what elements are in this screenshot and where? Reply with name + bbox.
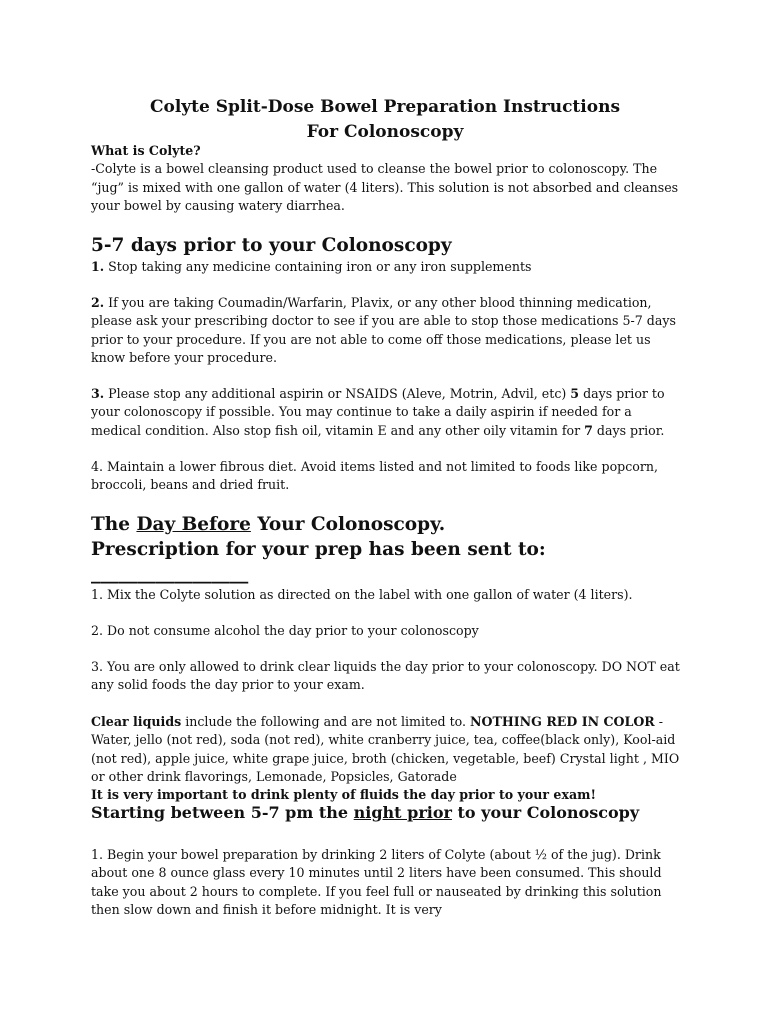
section2-item-1: 1. Mix the Colyte solution as directed on the label with one gallon of water (4 liters). xyxy=(91,587,633,602)
night-prior-heading: Starting between 5-7 pm the night prior to your Colonoscopy xyxy=(91,803,640,822)
what-is-body: -Colyte is a bowel cleansing product used to cleanse the bowel prior to colonoscopy. The “jug” is mixed with one gallon of water (4 liters). This solution is not absorbed and cleanses your bowel by causing watery diarrhea. xyxy=(91,161,679,213)
section1-item-1: 1. Stop taking any medicine containing iron or any iron supplements xyxy=(91,259,532,274)
section2-item-2: 2. Do not consume alcohol the day prior to your colonoscopy xyxy=(91,623,479,638)
title-line-1: Colyte Split-Dose Bowel Preparation Instructions xyxy=(149,97,621,117)
title-line-2: For Colonoscopy xyxy=(306,122,464,142)
important-fluids-note: It is very important to drink plenty of fluids the day prior to your exam! xyxy=(91,787,596,803)
section2-item-3: 3. You are only allowed to drink clear liquids the day prior to your colonoscopy. DO NOT eat any solid foods the day prior to your exam. xyxy=(91,659,680,693)
prescription-line: Prescription for your prep has been sent to: _________________ xyxy=(91,539,546,584)
what-is-heading: What is Colyte? xyxy=(91,143,201,158)
section1-item-3: 3. Please stop any additional aspirin or NSAIDS (Aleve, Motrin, Advil, etc) 5 days prior to your colonoscopy if possible. You may continue to take a daily aspirin if needed for a medical condition. Also stop fish oil, vitamin E and any other oily vitamin for 7 days prior. xyxy=(91,386,665,438)
clear-liquids-paragraph: Clear liquids include the following and are not limited to. NOTHING RED IN COLOR -Water, jello (not red), soda (not red), white cranberry juice, tea, coffee(black only), Kool-aid (not red), apple juice, white grape juice, broth (chicken, vegetable, beef) Crystal light , MIO or other drink flavorings, Lemonade, Popsicles, Gatorade It is very important to drink plenty of fluids the day prior to your exam! xyxy=(91,714,680,803)
what-is-section xyxy=(91,142,681,215)
section1-item-4: 4. Maintain a lower fibrous diet. Avoid items listed and not limited to foods like popcorn, broccoli, beans and dried fruit. xyxy=(91,459,658,493)
section1-item-2: 2. If you are taking Coumadin/Warfarin, Plavix, or any other blood thinning medication, please ask your prescribing doctor to see if you are able to stop those medications 5-7 days prior to your procedure. If you are not able to come off those medications, please let us know before your procedure. xyxy=(91,295,676,365)
document-title xyxy=(0,95,770,145)
day-before-heading: The Day Before Your Colonoscopy. xyxy=(91,514,446,535)
section3-item-1: 1. Begin your bowel preparation by drinking 2 liters of Colyte (about ½ of the jug). Drink about one 8 ounce glass every 10 minutes until 2 liters have been consumed. This should take you about 2 hours to complete. If you feel full or nauseated by drinking this solution then slow down and finish it before midnight. It is very xyxy=(91,847,662,917)
section-5-7-days-heading: 5-7 days prior to your Colonoscopy xyxy=(91,235,452,256)
